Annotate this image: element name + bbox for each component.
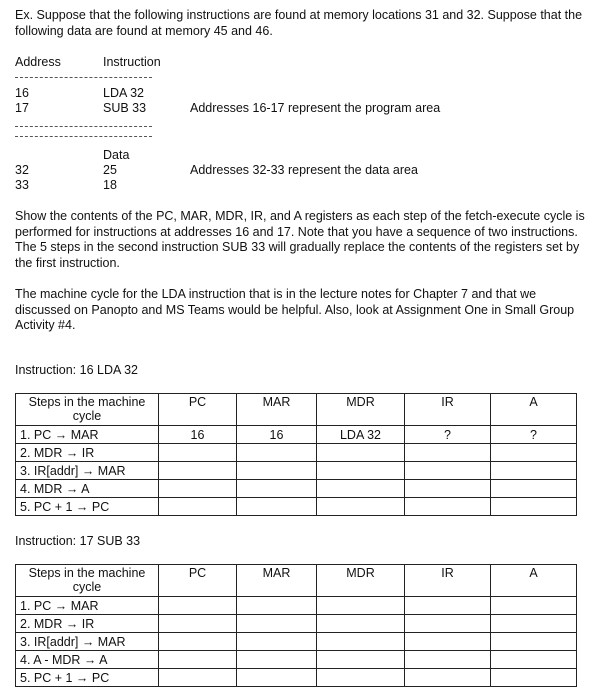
mdr-cell[interactable]	[317, 498, 405, 516]
divider	[15, 77, 152, 78]
step-cell: 4. A - MDR → A	[16, 651, 159, 669]
header-mar: MAR	[237, 565, 317, 597]
table-row	[16, 669, 577, 687]
table-label-lda: Instruction: 16 LDA 32	[15, 363, 138, 377]
step-cell: 2. MDR → IR	[16, 444, 159, 462]
step-cell: 3. IR[addr] → MAR	[16, 462, 159, 480]
mar-cell[interactable]: 16	[237, 426, 317, 444]
table-row	[16, 444, 577, 462]
step-cell: 1. PC → MAR	[16, 597, 159, 615]
pc-cell[interactable]	[159, 633, 237, 651]
ir-cell[interactable]	[405, 651, 491, 669]
mdr-cell[interactable]	[317, 597, 405, 615]
mar-cell[interactable]	[237, 651, 317, 669]
table-row	[16, 480, 577, 498]
ir-cell[interactable]	[405, 462, 491, 480]
header-mdr: MDR	[317, 394, 405, 426]
data-label: Data	[103, 148, 130, 162]
header-ir: IR	[405, 394, 491, 426]
step-cell: 1. PC → MAR	[16, 426, 159, 444]
header-steps: Steps in the machine cycle	[16, 394, 159, 426]
ir-cell[interactable]	[405, 633, 491, 651]
table-header-row	[16, 565, 577, 597]
step-cell: 2. MDR → IR	[16, 615, 159, 633]
pc-cell[interactable]	[159, 444, 237, 462]
mar-cell[interactable]	[237, 462, 317, 480]
program-instruction: SUB 33	[103, 101, 147, 115]
mdr-cell[interactable]	[317, 633, 405, 651]
table-label-sub: Instruction: 17 SUB 33	[15, 534, 141, 548]
mdr-cell[interactable]	[317, 669, 405, 687]
table-row	[16, 426, 577, 444]
mar-cell[interactable]	[237, 597, 317, 615]
a-cell[interactable]	[491, 669, 577, 687]
program-address: 17	[15, 101, 29, 115]
step-cell: 5. PC + 1 → PC	[16, 498, 159, 516]
data-address: 33	[15, 178, 29, 192]
address-header: Address	[15, 55, 61, 69]
pc-cell[interactable]	[159, 480, 237, 498]
mdr-cell[interactable]: LDA 32	[317, 426, 405, 444]
mar-cell[interactable]	[237, 480, 317, 498]
data-area-note: Addresses 32-33 represent the data area	[190, 163, 418, 177]
pc-cell[interactable]	[159, 651, 237, 669]
pc-cell[interactable]	[159, 669, 237, 687]
a-cell[interactable]	[491, 462, 577, 480]
pc-cell[interactable]	[159, 462, 237, 480]
instructions-paragraph: Show the contents of the PC, MAR, MDR, IR, and A registers as each step of the fetch-execute cycle is performed for instructions at addresses 16 and 17. Note that you have a sequence of two instructions. The 5 steps in the second instruction SUB 33 will gradually replace the contents of the registers set by the first instruction.	[15, 209, 585, 270]
mar-cell[interactable]	[237, 633, 317, 651]
a-cell[interactable]	[491, 597, 577, 615]
a-cell[interactable]: ?	[491, 426, 577, 444]
pc-cell[interactable]	[159, 498, 237, 516]
table-header-row	[16, 394, 577, 426]
mdr-cell[interactable]	[317, 462, 405, 480]
machine-cycle-table-lda	[15, 393, 577, 516]
program-address: 16	[15, 86, 29, 100]
table-row	[16, 633, 577, 651]
intro-text: Ex. Suppose that the following instructions are found at memory locations 31 and 32. Suppose that the following data are found at memory 45 and 46.	[15, 8, 583, 38]
ir-cell[interactable]	[405, 615, 491, 633]
mar-cell[interactable]	[237, 498, 317, 516]
step-cell: 3. IR[addr] → MAR	[16, 633, 159, 651]
ir-cell[interactable]	[405, 597, 491, 615]
pc-cell[interactable]: 16	[159, 426, 237, 444]
ir-cell[interactable]	[405, 480, 491, 498]
hint-paragraph: The machine cycle for the LDA instruction that is in the lecture notes for Chapter 7 and that we discussed on Panopto and MS Teams would be helpful. Also, look at Assignment One in Small Group Activity #4.	[15, 287, 575, 332]
a-cell[interactable]	[491, 633, 577, 651]
mar-cell[interactable]	[237, 444, 317, 462]
data-value: 25	[103, 163, 117, 177]
table-row	[16, 597, 577, 615]
mdr-cell[interactable]	[317, 480, 405, 498]
header-a: A	[491, 394, 577, 426]
header-ir: IR	[405, 565, 491, 597]
a-cell[interactable]	[491, 615, 577, 633]
ir-cell[interactable]	[405, 498, 491, 516]
table-row	[16, 615, 577, 633]
a-cell[interactable]	[491, 651, 577, 669]
data-address: 32	[15, 163, 29, 177]
step-cell: 5. PC + 1 → PC	[16, 669, 159, 687]
table-row	[16, 462, 577, 480]
mdr-cell[interactable]	[317, 444, 405, 462]
instruction-header: Instruction	[103, 55, 161, 69]
table-row	[16, 498, 577, 516]
mdr-cell[interactable]	[317, 615, 405, 633]
mdr-cell[interactable]	[317, 651, 405, 669]
header-steps: Steps in the machine cycle	[16, 565, 159, 597]
pc-cell[interactable]	[159, 597, 237, 615]
pc-cell[interactable]	[159, 615, 237, 633]
step-cell: 4. MDR → A	[16, 480, 159, 498]
mar-cell[interactable]	[237, 669, 317, 687]
program-instruction: LDA 32	[103, 86, 145, 100]
data-value: 18	[103, 178, 117, 192]
divider	[15, 126, 152, 127]
header-pc: PC	[159, 394, 237, 426]
ir-cell[interactable]	[405, 444, 491, 462]
ir-cell[interactable]: ?	[405, 426, 491, 444]
a-cell[interactable]	[491, 480, 577, 498]
header-pc: PC	[159, 565, 237, 597]
mar-cell[interactable]	[237, 615, 317, 633]
ir-cell[interactable]	[405, 669, 491, 687]
a-cell[interactable]	[491, 498, 577, 516]
divider	[15, 136, 152, 137]
header-mdr: MDR	[317, 565, 405, 597]
table-row	[16, 651, 577, 669]
header-mar: MAR	[237, 394, 317, 426]
machine-cycle-table-sub	[15, 564, 577, 687]
header-a: A	[491, 565, 577, 597]
program-area-note: Addresses 16-17 represent the program area	[190, 101, 441, 115]
a-cell[interactable]	[491, 444, 577, 462]
